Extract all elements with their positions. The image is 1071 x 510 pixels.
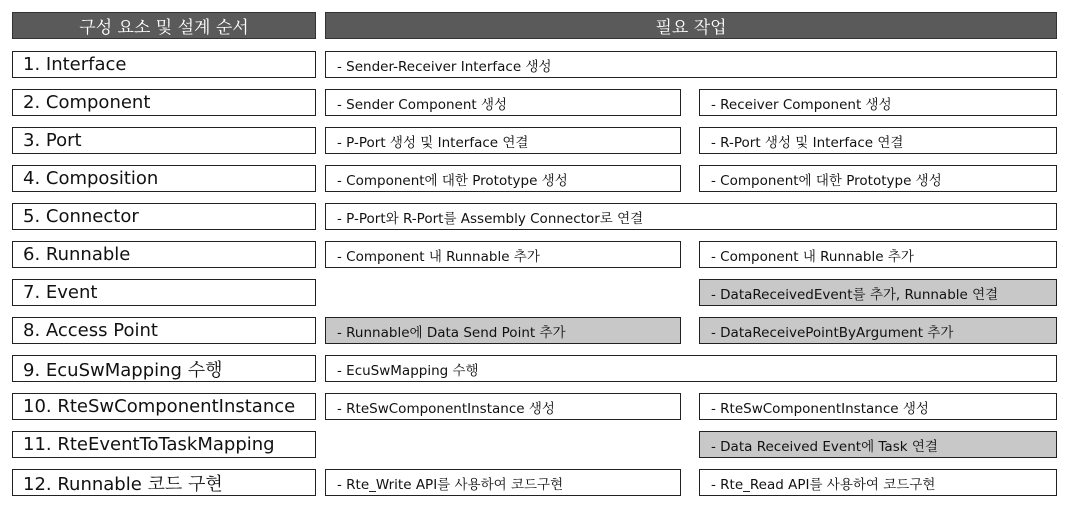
table-row xyxy=(0,241,1071,268)
header-components-order: 구성 요소 및 설계 순서 xyxy=(12,12,316,39)
header-required-tasks: 필요 작업 xyxy=(325,12,1057,39)
step-cell: 10. RteSwComponentInstance xyxy=(12,393,316,420)
step-cell: 2. Component xyxy=(12,89,316,116)
table-row xyxy=(0,203,1071,230)
task-cell-receiver: - Component 내 Runnable 추가 xyxy=(699,241,1057,268)
table-row xyxy=(0,89,1071,116)
table-row xyxy=(0,431,1071,458)
step-cell: 8. Access Point xyxy=(12,317,316,344)
task-cell-full: - EcuSwMapping 수행 xyxy=(325,355,1057,382)
table-row xyxy=(0,279,1071,306)
table-row xyxy=(0,317,1071,344)
step-cell: 1. Interface xyxy=(12,51,316,78)
table-row xyxy=(0,469,1071,496)
step-cell: 3. Port xyxy=(12,127,316,154)
task-cell-receiver-highlight: - DataReceivePointByArgument 추가 xyxy=(699,317,1057,344)
task-cell-sender-highlight: - Runnable에 Data Send Point 추가 xyxy=(325,317,681,344)
step-cell: 7. Event xyxy=(12,279,316,306)
table-row xyxy=(0,51,1071,78)
task-cell-receiver: - R-Port 생성 및 Interface 연결 xyxy=(699,127,1057,154)
step-cell: 12. Runnable 코드 구현 xyxy=(12,469,316,496)
task-cell-sender: - Component 내 Runnable 추가 xyxy=(325,241,681,268)
task-cell-sender: - Sender Component 생성 xyxy=(325,89,681,116)
step-cell: 4. Composition xyxy=(12,165,316,192)
task-cell-full: - P-Port와 R-Port를 Assembly Connector로 연결 xyxy=(325,203,1057,230)
task-cell-receiver-highlight: - Data Received Event에 Task 연결 xyxy=(699,431,1057,458)
step-cell: 9. EcuSwMapping 수행 xyxy=(12,355,316,382)
task-cell-sender: - RteSwComponentInstance 생성 xyxy=(325,393,681,420)
table-row xyxy=(0,393,1071,420)
task-cell-receiver-highlight: - DataReceivedEvent를 추가, Runnable 연결 xyxy=(699,279,1057,306)
step-cell: 5. Connector xyxy=(12,203,316,230)
table-row xyxy=(0,127,1071,154)
step-cell: 11. RteEventToTaskMapping xyxy=(12,431,316,458)
task-cell-sender: - P-Port 생성 및 Interface 연결 xyxy=(325,127,681,154)
task-cell-receiver: - Component에 대한 Prototype 생성 xyxy=(699,165,1057,192)
task-cell-full: - Sender-Receiver Interface 생성 xyxy=(325,51,1057,78)
task-cell-receiver: - Receiver Component 생성 xyxy=(699,89,1057,116)
task-cell-sender: - Component에 대한 Prototype 생성 xyxy=(325,165,681,192)
task-cell-sender: - Rte_Write API를 사용하여 코드구현 xyxy=(325,469,681,496)
step-cell: 6. Runnable xyxy=(12,241,316,268)
table-row xyxy=(0,165,1071,192)
table-row xyxy=(0,355,1071,382)
task-cell-receiver: - Rte_Read API를 사용하여 코드구현 xyxy=(699,469,1057,496)
task-cell-receiver: - RteSwComponentInstance 생성 xyxy=(699,393,1057,420)
